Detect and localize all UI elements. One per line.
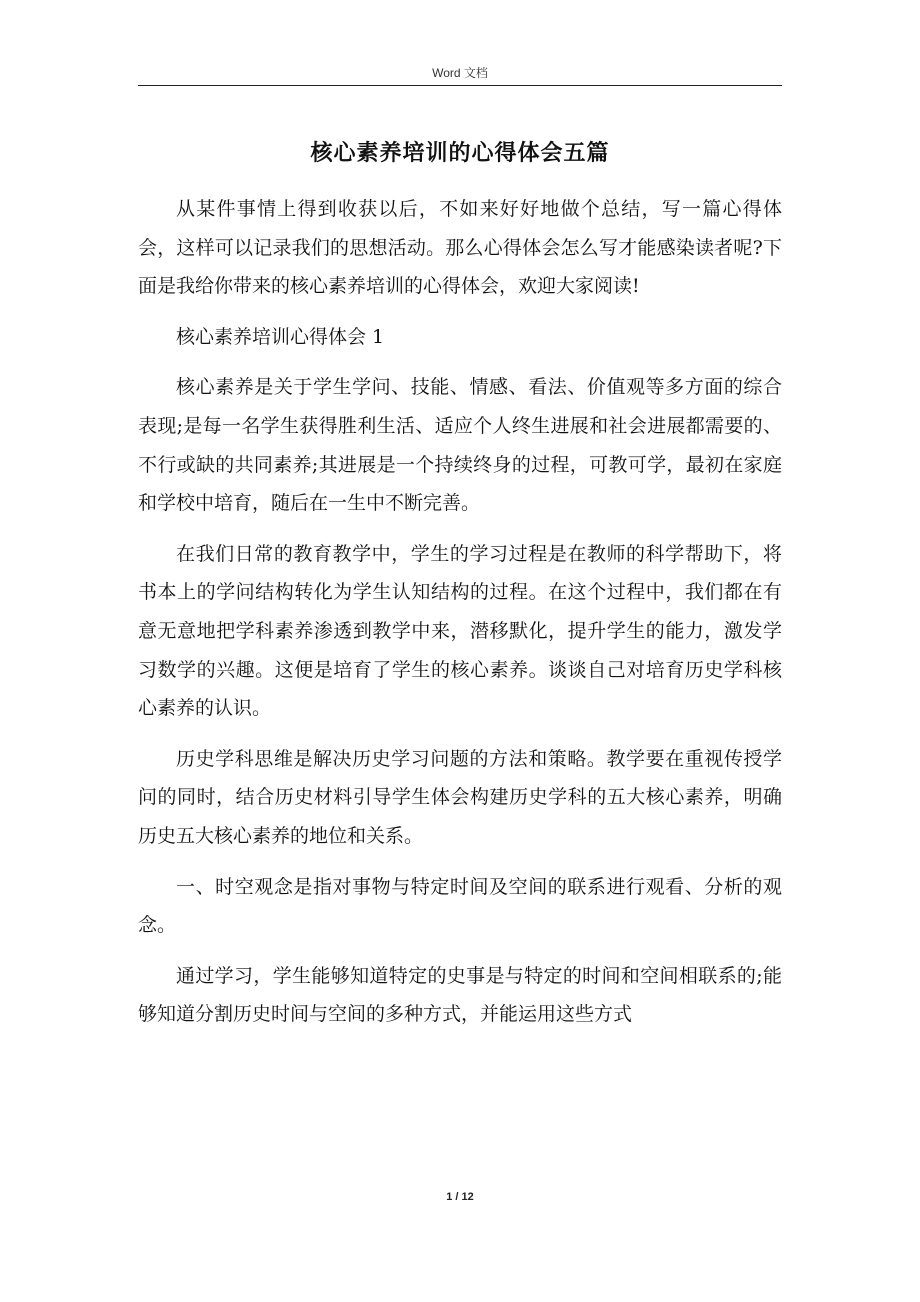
paragraph-teaching-process: 在我们日常的教育教学中，学生的学习过程是在教师的科学帮助下，将书本上的学问结构转化为学生认知结构的过程。在这个过程中，我们都在有意无意地把学科素养渗透到教学中来，潜移默化，提升学生的能力，激发学习数学的兴趣。这便是培育了学生的核心素养。谈谈自己对培育历史学科核心素养的认识。: [138, 542, 782, 720]
page-number: 1 / 12: [446, 1191, 474, 1203]
paragraph-learning-outcome: 通过学习，学生能够知道特定的史事是与特定的时间和空间相联系的;能够知道分割历史时间与空间的多种方式，并能运用这些方式: [138, 964, 782, 1026]
paragraph-space-time-concept: 一、时空观念是指对事物与特定时间及空间的联系进行观看、分析的观念。: [138, 875, 782, 937]
document-title: 核心素养培训的心得体会五篇: [310, 140, 610, 166]
paragraph-history-thinking: 历史学科思维是解决历史学习问题的方法和策略。教学要在重视传授学问的同时，结合历史材料引导学生体会构建历史学科的五大核心素养，明确历史五大核心素养的地位和关系。: [138, 747, 782, 847]
paragraph-core-literacy: 核心素养是关于学生学问、技能、情感、看法、价值观等多方面的综合表现;是每一名学生获得胜利生活、适应个人终生进展和社会进展都需要的、不行或缺的共同素养;其进展是一个持续终身的过程，可教可学，最初在家庭和学校中培育，随后在一生中不断完善。: [138, 376, 782, 515]
page-header: Word 文档: [432, 66, 488, 80]
header-divider: [138, 85, 782, 86]
paragraph-intro: 从某件事情上得到收获以后，不如来好好地做个总结，写一篇心得体会，这样可以记录我们的思想活动。那么心得体会怎么写才能感染读者呢?下面是我给你带来的核心素养培训的心得体会，欢迎大家阅读!: [138, 198, 782, 298]
section-heading-1: 核心素养培训心得体会 1: [176, 325, 385, 348]
document-body: [138, 190, 782, 1046]
